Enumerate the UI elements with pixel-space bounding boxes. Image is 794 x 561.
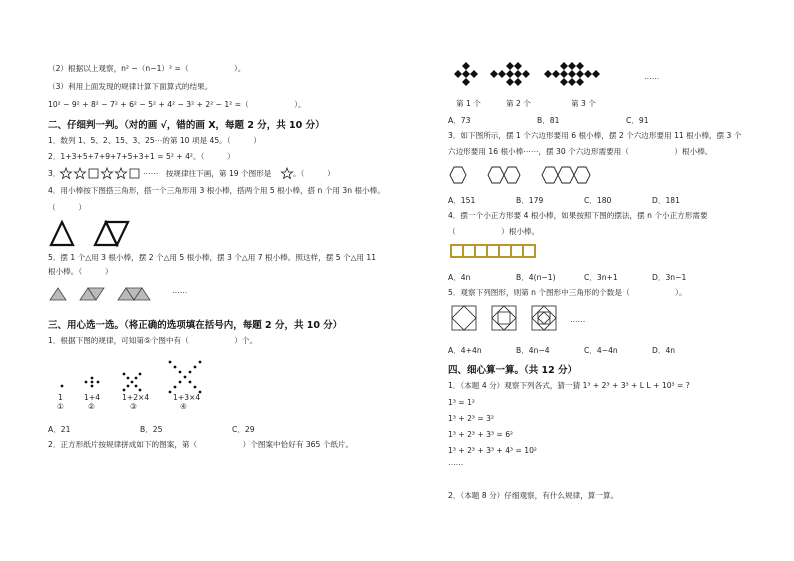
judge-5-dots: ⋯⋯: [172, 288, 188, 297]
dot-pattern-figure: [48, 352, 218, 394]
triangle-sticks-figure: [48, 219, 158, 249]
question-2-text: （2）根据以上观察，n² −（n−1）² =（ ）。: [48, 64, 246, 73]
diamond-label-2: 第 2 个: [506, 99, 531, 108]
choice-4-cont: （ ）根小棒。: [448, 227, 540, 236]
judge-5: 5．摆 1 个△用 3 根小棒，摆 2 个△用 5 根小棒，摆 3 个△用 7 根小棒。照这样，摆 5 个△用 11: [48, 253, 377, 262]
choice-2-option-a: A．73: [448, 116, 471, 125]
choice-1: 1．根据下图的规律，可知第⑤个图中有（ ）个。: [48, 336, 258, 345]
judge-1: 1．数列 1、5、2、15、3、25⋯的第 10 项是 45。（ ）: [48, 136, 261, 145]
choice-3-option-d: D．181: [652, 196, 680, 205]
choice-5-option-b: B．4n−4: [516, 346, 550, 355]
choice-3-cont: 六边形要用 16 根小棒⋯⋯，摆 30 个六边形需要用（ ）根小棒。: [448, 147, 713, 156]
choice-3: 3．如下图所示，摆 1 个六边形要用 6 根小棒，摆 2 个六边形要用 11 根小棒，摆 3 个: [448, 131, 742, 140]
diamond-label-3: 第 3 个: [571, 99, 596, 108]
choice-5-option-d: D．4n: [652, 346, 676, 355]
choice-3-option-b: B．179: [516, 196, 544, 205]
choice-5-option-c: C．4−4n: [584, 346, 618, 355]
choice-5: 5．观察下列图形，则第 n 个图形中三角形的个数是（ ）。: [448, 288, 687, 297]
problem-2: 2．（本题 8 分）仔细观察，有什么规律，算一算。: [448, 491, 619, 500]
equation-dots: ⋯⋯: [448, 460, 464, 469]
equation-2: 1³ + 2³ = 3²: [448, 414, 495, 423]
choice-5-option-a: A．4+4n: [448, 346, 482, 355]
diamond-label-1: 第 1 个: [456, 99, 481, 108]
star-icon: [102, 168, 113, 179]
pattern-number-2: ②: [88, 402, 95, 411]
square-icon: [130, 169, 139, 178]
choice-3-option-a: A．151: [448, 196, 476, 205]
question-3-expression: 10² − 9² + 8² − 7² + 6² − 5² + 4² − 3² + 2² − 1² =（ ）。: [48, 100, 306, 109]
star-icon: [282, 168, 293, 179]
judge-5-cont: 根小棒。（ ）: [48, 267, 113, 276]
section-4-title: 四、细心算一算。（共 12 分）: [448, 365, 578, 376]
pattern-label-3: 1+2×4: [122, 393, 150, 402]
pattern-label-2: 1+4: [84, 393, 101, 402]
nested-squares-figure: [450, 304, 570, 334]
star-icon: [116, 168, 127, 179]
small-triangles-figure: [48, 284, 188, 304]
pattern-number-4: ④: [180, 402, 187, 411]
choice-1-option-a: A．21: [48, 425, 71, 434]
choice-4-option-b: B．4(n−1): [516, 273, 556, 282]
pattern-number-3: ③: [130, 402, 137, 411]
judge-4: 4．用小棒按下图搭三角形，搭一个三角形用 3 根小棒，搭两个用 5 根小棒，搭 n 个用 3n 根小棒。: [48, 186, 385, 195]
choice-4: 4．摆一个小正方形要 4 根小棒，如果按照下图的摆法，摆 n 个小正方形需要: [448, 211, 708, 220]
section-2-title: 二、仔细判一判。（对的画 √，错的画 X，每题 2 分，共 10 分）: [48, 120, 325, 131]
pattern-label-4: 1+3×4: [173, 393, 201, 402]
hexagon-figure: [448, 163, 618, 187]
diamond-pattern-figure: [452, 62, 632, 96]
diamond-dots: ⋯⋯: [644, 74, 660, 83]
square-sticks-figure: [450, 243, 540, 259]
judge-4-paren: （ ）: [48, 203, 86, 212]
judge-3-text: ⋯⋯ 按规律往下画，第 19 个图形是: [143, 169, 272, 178]
star-icon: [61, 168, 72, 179]
pattern-label-1: 1: [58, 393, 63, 402]
choice-1-option-c: C．29: [232, 425, 255, 434]
choice-1-option-b: B．25: [140, 425, 163, 434]
judge-3-paren: 。（ ）: [293, 169, 335, 178]
judge-2: 2．1+3+5+7+9+7+5+3+1 = 5² + 4²。（ ）: [48, 152, 235, 161]
question-3-text: （3）利用上面发现的规律计算下面算式的结果。: [48, 82, 213, 91]
choice-2: 2．正方形纸片按规律拼成如下的图案，第（ ）个图案中恰好有 365 个纸片。: [48, 440, 354, 449]
choice-3-option-c: C．180: [584, 196, 612, 205]
choice-4-option-a: A．4n: [448, 273, 471, 282]
choice-2-option-c: C．91: [626, 116, 649, 125]
pattern-number-1: ①: [57, 402, 64, 411]
equation-3: 1³ + 2³ + 3³ = 6²: [448, 430, 514, 439]
section-3-title: 三、用心选一选。（将正确的选项填在括号内，每题 2 分，共 10 分）: [48, 320, 343, 331]
square-icon: [89, 169, 98, 178]
choice-4-option-c: C．3n+1: [584, 273, 618, 282]
choice-5-dots: ⋯⋯: [570, 317, 586, 326]
equation-1: 1³ = 1²: [448, 398, 475, 407]
judge-3-number: 3．: [48, 169, 61, 178]
problem-1: 1．（本题 4 分）观察下列各式，猜一猜 1³ + 2³ + 3³ + L L + 10³ = ?: [448, 381, 690, 390]
star-icon: [75, 168, 86, 179]
choice-2-option-b: B．81: [537, 116, 560, 125]
choice-4-option-d: D．3n−1: [652, 273, 687, 282]
equation-4: 1³ + 2³ + 3³ + 4³ = 10²: [448, 446, 537, 455]
